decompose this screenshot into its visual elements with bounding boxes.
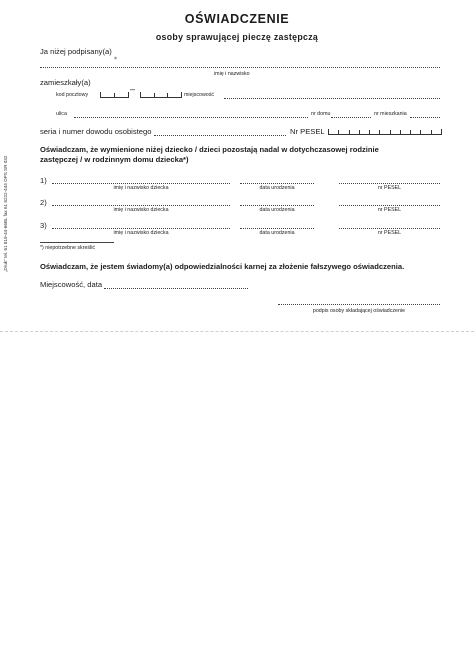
child-1-name-caption: imię i nazwisko dziecka (113, 185, 169, 191)
declaration-line-2: zastępczej / w rodzinnym domu dziecka*) (40, 155, 189, 164)
footnote: *) niepotrzebne skreślić (40, 245, 96, 251)
declaration-line-1: Oświadczam, że wymienione niżej dziecko / dzieci pozostają nadal w dotychczasowej rodzinie (40, 145, 379, 154)
form-subtitle: osoby sprawującej pieczę zastępczą (155, 32, 319, 42)
form-title: OŚWIADCZENIE (184, 12, 290, 26)
child-3-birth-field[interactable] (240, 228, 314, 229)
name-field[interactable] (40, 67, 440, 68)
street-label: ulica (56, 111, 67, 117)
house-no-label: nr domu (311, 111, 331, 117)
name-caption: imię i nazwisko (214, 71, 250, 77)
intro-label: Ja niżej podpisany(a) (40, 47, 112, 56)
child-3-name-caption: imię i nazwisko dziecka (113, 230, 169, 236)
postal-code-dash: – (130, 84, 136, 94)
id-document-field[interactable] (154, 135, 286, 136)
postal-code-part2[interactable] (140, 92, 182, 98)
postal-code-label: kod pocztowy (56, 92, 89, 98)
child-row-2-number: 2) (40, 198, 47, 207)
place-date-field[interactable] (104, 288, 248, 289)
child-2-name-field[interactable] (52, 205, 230, 206)
side-print: „Druk" tel. 61 819-44-66BL fax 61 8222-444 OPS SR 032 (3, 155, 8, 272)
footnote-rule (40, 242, 114, 243)
child-2-name-caption: imię i nazwisko dziecka (113, 207, 169, 213)
pesel-label: Nr PESEL (290, 127, 325, 136)
place-date-label: Miejscowość, data (40, 280, 103, 289)
residence-label: zamieszkały(a) (40, 78, 91, 87)
apartment-no-field[interactable] (410, 117, 440, 118)
house-no-field[interactable] (331, 117, 371, 118)
child-2-birth-field[interactable] (240, 205, 314, 206)
city-field[interactable] (224, 98, 440, 99)
child-3-birth-caption: data urodzenia (259, 230, 295, 236)
child-3-pesel-caption: nr PESEL (377, 230, 402, 236)
child-1-pesel-field[interactable] (339, 183, 440, 184)
child-3-name-field[interactable] (52, 228, 230, 229)
pen-mark: ⁎ (114, 55, 117, 61)
id-document-label: seria i numer dowodu osobistego (40, 127, 152, 136)
child-1-birth-caption: data urodzenia (259, 185, 295, 191)
child-1-name-field[interactable] (52, 183, 230, 184)
street-field[interactable] (74, 117, 308, 118)
child-3-pesel-field[interactable] (339, 228, 440, 229)
child-1-pesel-caption: nr PESEL (377, 185, 402, 191)
child-row-1-number: 1) (40, 176, 47, 185)
child-2-pesel-field[interactable] (339, 205, 440, 206)
apartment-no-label: nr mieszkania (374, 111, 407, 117)
child-1-birth-field[interactable] (240, 183, 314, 184)
child-2-pesel-caption: nr PESEL (377, 207, 402, 213)
pesel-boxes[interactable] (328, 129, 442, 135)
liability-statement: Oświadczam, że jestem świadomy(a) odpowiedzialności karnej za złożenie fałszywego oświadczenia. (40, 262, 405, 271)
signature-field[interactable] (278, 304, 440, 305)
city-label: miejscowość (184, 92, 215, 98)
child-row-3-number: 3) (40, 221, 47, 230)
postal-code-part1[interactable] (100, 92, 129, 98)
page-fold-line (0, 331, 474, 332)
child-2-birth-caption: data urodzenia (259, 207, 295, 213)
signature-caption: podpis osoby składającej oświadczenie (312, 308, 406, 314)
